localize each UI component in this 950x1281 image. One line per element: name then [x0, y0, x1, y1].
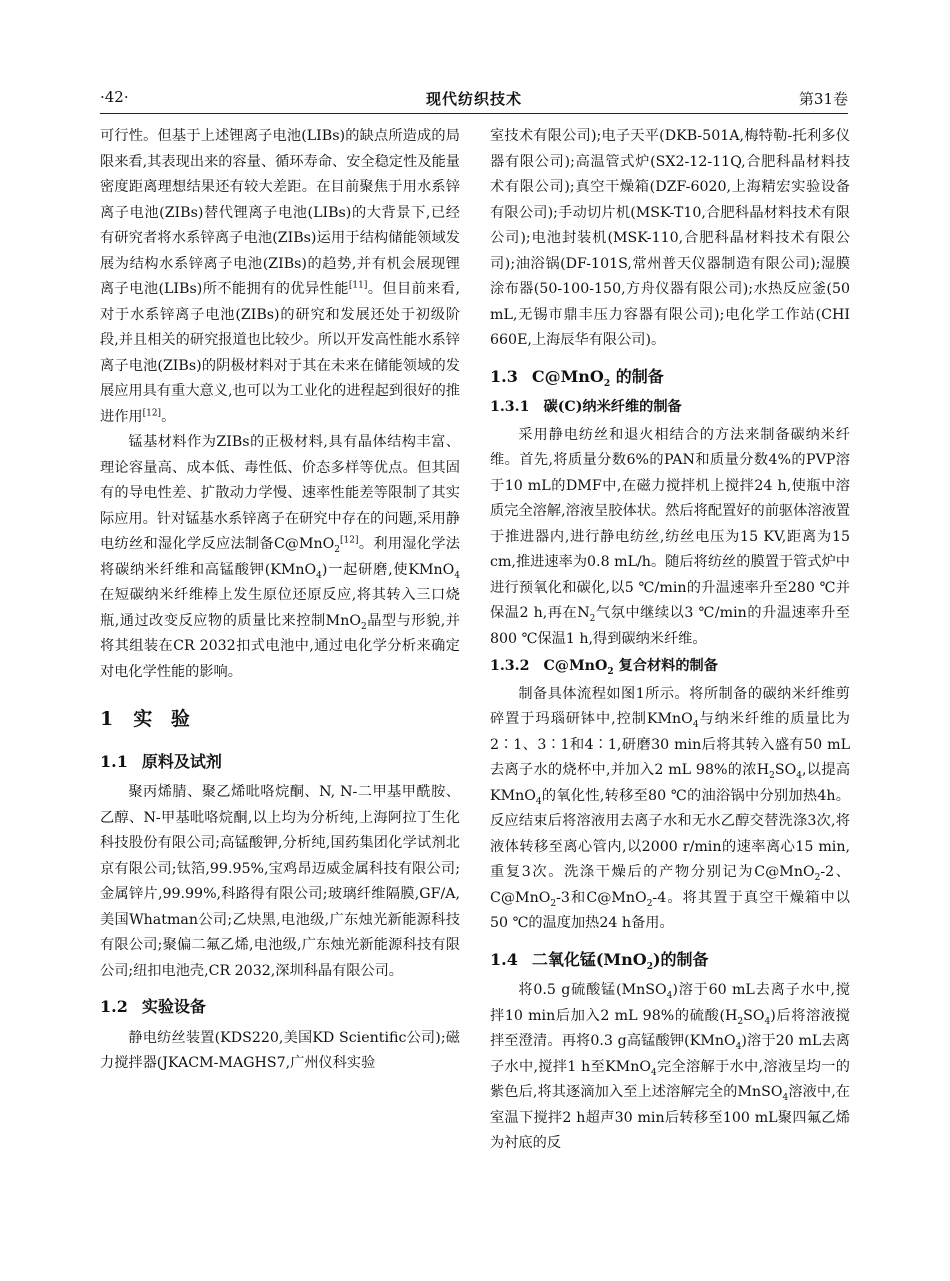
section-heading-1-4: 1.4 二氧化锰(MnO$_2$)的制备: [490, 949, 709, 972]
paragraph-intro-2: 锰基材料作为ZIBs的正极材料,具有晶体结构丰富、理论容量高、成本低、毒性低、价态多样等优点。但其固有的导电性差、扩散动力学慢、速率性能差等限制了其实际应用。针对锰基水系锌离子在研究中存在的问题,采用静电纺丝和湿化学反应法制备C@MnO$_2$[12]。利用湿化学法将碳纳米纤维和高锰酸钾(KMnO$_4$)一起研磨,使KMnO$_4$在短碳纳米纤维棒上发生原位还原反应,将其转入三口烧瓶,通过改变反应物的质量比来控制MnO$_2$晶型与形貌,并将其组装在CR 2032扣式电池中,通过电化学分析来确定对电化学性能的影响。: [100, 434, 460, 680]
journal-name: 现代纺织技术: [425, 90, 522, 108]
right-column: [490, 124, 850, 1157]
paragraph-materials: 聚丙烯腈、聚乙烯吡咯烷酮、N, N-二甲基甲酰胺、乙醇、N-甲基吡咯烷酮,以上均为分析纯,上海阿拉丁生化科技股份有限公司;高锰酸钾,分析纯,国药集团化学试剂北京有限公司;钛箔,99.95%,宝鸡昂迈威金属科技有限公司;金属锌片,99.99%,科路得有限公司;玻璃纤维隔膜,GF/A,美国Whatman公司;乙炔黑,电池级,广东烛光新能源科技有限公司;聚偏二氟乙烯,电池级,广东烛光新能源科技有限公司;纽扣电池壳,CR 2032,深圳科晶有限公司。: [100, 784, 460, 979]
section-heading-1-1: 1.1 原料及试剂: [100, 751, 222, 771]
paragraph-equipment-cont: 室技术有限公司);电子天平(DKB-501A,梅特勒-托利多仪器有限公司);高温管式炉(SX2-12-11Q,合肥科晶材料技术有限公司);真空干燥箱(DZF-6020,上海精宏实验设备有限公司);手动切片机(MSK-T10,合肥科晶材料技术有限公司);电池封装机(MSK-110,合肥科晶材料技术有限公司);油浴锅(DF-101S,常州普天仪器制造有限公司);湿膜涂布器(50-100-150,方舟仪器有限公司);水热反应釜(50 mL,无锡市鼎丰压力容器有限公司);电化学工作站(CHI 660E,上海辰华有限公司)。: [490, 128, 850, 348]
paragraph-intro-1: 可行性。但基于上述锂离子电池(LIBs)的缺点所造成的局限来看,其表现出来的容量、循环寿命、安全稳定性及能量密度距离理想结果还有较大差距。在目前聚焦于用水系锌离子电池(ZIBs)替代锂离子电池(LIBs)的大背景下,已经有研究者将水系锌离子电池(ZIBs)运用于结构储能领域发展为结构水系锌离子电池(ZIBs)的趋势,并有机会展现锂离子电池(LIBs)所不能拥有的优异性能[11]。但目前来看,对于水系锌离子电池(ZIBs)的研究和发展还处于初级阶段,并且相关的研究报道也比较少。所以开发高性能水系锌离子电池(ZIBs)的阴极材料对于其在未来在储能领域的发展应用具有重大意义,也可以为工业化的进程起到很好的推进作用[12]。: [100, 128, 460, 425]
left-column: [100, 124, 460, 1077]
running-header: [100, 84, 848, 114]
header-rule: [100, 113, 848, 114]
section-heading-1-2: 1.2 实验设备: [100, 997, 206, 1016]
paragraph-equipment-start: 静电纺丝装置(KDS220,美国KD Scientific公司);磁力搅拌器(JKACM-MAGHS7,广州仪科实验: [100, 1029, 460, 1071]
paragraph-composite: 制备具体流程如图1所示。将所制备的碳纳米纤维剪碎置于玛瑙研钵中,控制KMnO$_4$与纳米纤维的质量比为2∶1、3∶1和4∶1,研磨30 min后将其转入盛有50 mL去离子水的烧杯中,并加入2 mL 98%的浓$H_2SO_4$,以提高KMnO$_4$的氧化性,转移至80 ℃的油浴锅中分别加热4h。反应结束后将溶液用去离子水和无水乙醇交替洗涤3次,将液体转移至离心管内,以2000 r/min的速率离心15 min,重复3次。洗涤干燥后的产物分别记为C@MnO$_2$-2、C@MnO$_2$-3和C@MnO$_2$-4。将其置于真空干燥箱中以50 ℃的温度加热24 h备用。: [490, 685, 851, 931]
paragraph-carbon-fiber: 采用静电纺丝和退火相结合的方法来制备碳纳米纤维。首先,将质量分数6%的PAN和质量分数4%的PVP溶于10 mL的DMF中,在磁力搅拌机上搅拌24 h,使瓶中溶质完全溶解,溶液呈胶体状。然后将配置好的前驱体溶液置于推进器内,进行静电纺丝,纺丝电压为15 KV,距离为15 cm,推进速率为0.8 mL/h。随后将纺丝的膜置于管式炉中进行预氧化和碳化,以5 ℃/min的升温速率升至280 ℃并保温2 h,再在$N_2$气氛中继续以3 ℃/min的升温速率升至800 ℃保温1 h,得到碳纳米纤维。: [490, 426, 850, 647]
paragraph-mno2: 将0.5 g硫酸锰(MnSO$_4$)溶于60 mL去离子水中,搅拌10 min后加入2 mL 98%的硫酸$(H_2SO_4)$后将溶液搅拌至澄清。再将0.3 g高锰酸钾(KMnO$_4$)溶于20 mL去离子水中,搅拌1 h至KMnO$_4$完全溶解于水中,溶液呈均一的紫色后,将其逐滴加入至上述溶解完全的MnSO$_4$溶液中,在室温下搅拌2 h超声30 min后转移至100 mL聚四氟乙烯为衬底的反: [490, 982, 850, 1151]
page-number: ·42·: [100, 88, 129, 106]
citation: [12]: [340, 535, 359, 546]
volume-label: 第31卷: [798, 90, 848, 108]
section-heading-1-3: 1.3 C@MnO$_2$ 的制备: [490, 366, 664, 389]
section-heading-1: 1 实 验: [100, 708, 196, 730]
section-heading-1-3-1: 1.3.1 碳(C)纳米纤维的制备: [490, 399, 682, 415]
section-heading-1-3-2: 1.3.2 C@MnO$_2$ 复合材料的制备: [490, 658, 718, 677]
citation: [11]: [348, 280, 368, 291]
citation: [12]: [142, 407, 162, 418]
